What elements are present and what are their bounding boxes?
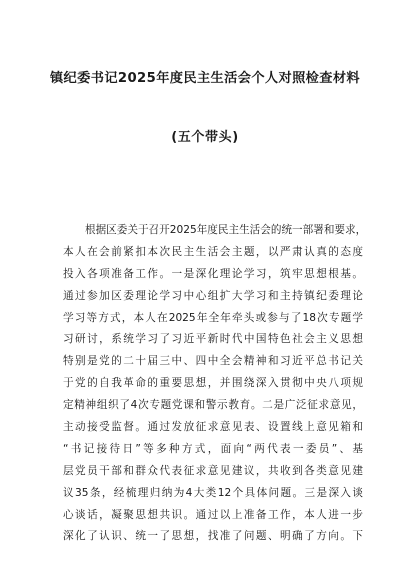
body-line: 定精神组织了4次专题党课和警示教育。二是广泛征求意见，: [63, 399, 363, 412]
body-line: 层党员干部和群众代表征求意见建议，共收到各类意见建: [63, 464, 363, 477]
body-line: 特别是党的二十届三中、四中全会精神和习近平总书记关: [63, 355, 363, 368]
body-line: 投入各项准备工作。一是深化理论学习，筑牢思想根基。: [63, 267, 363, 280]
body-line: “书记接待日”等多种方式，面向“两代表一委员”、基: [63, 442, 363, 455]
document-subtitle: (五个带头): [171, 130, 239, 145]
body-line: 深化了认识、统一了思想，找准了问题、明确了方向。下: [63, 530, 363, 543]
body-line: 通过参加区委理论学习中心组扩大学习和主持镇纪委理论: [63, 289, 363, 302]
body-line: 议35条，经梳理归纳为4大类12个具体问题。三是深入谈: [63, 486, 363, 499]
document-title: 镇纪委书记2025年度民主生活会个人对照检查材料: [49, 71, 361, 86]
document-body: [63, 220, 367, 548]
body-line: 学习等方式，本人在2025年全年牵头或参与了18次专题学: [63, 311, 363, 324]
body-line: 于党的自我革命的重要思想，并围绕深入贯彻中央八项规: [63, 377, 363, 390]
body-line: 习研讨，系统学习了习近平新时代中国特色社会主义思想: [63, 333, 363, 346]
body-line: 根据区委关于召开2025年度民主生活会的统一部署和要求，: [85, 224, 367, 236]
body-line: 心谈话，凝聚思想共识。通过以上准备工作，本人进一步: [63, 508, 363, 521]
body-line: 本人在会前紧扣本次民主生活会主题，以严肃认真的态度: [63, 245, 363, 258]
body-line: 主动接受监督。通过发放征求意见表、设置线上意见箱和: [63, 421, 363, 434]
